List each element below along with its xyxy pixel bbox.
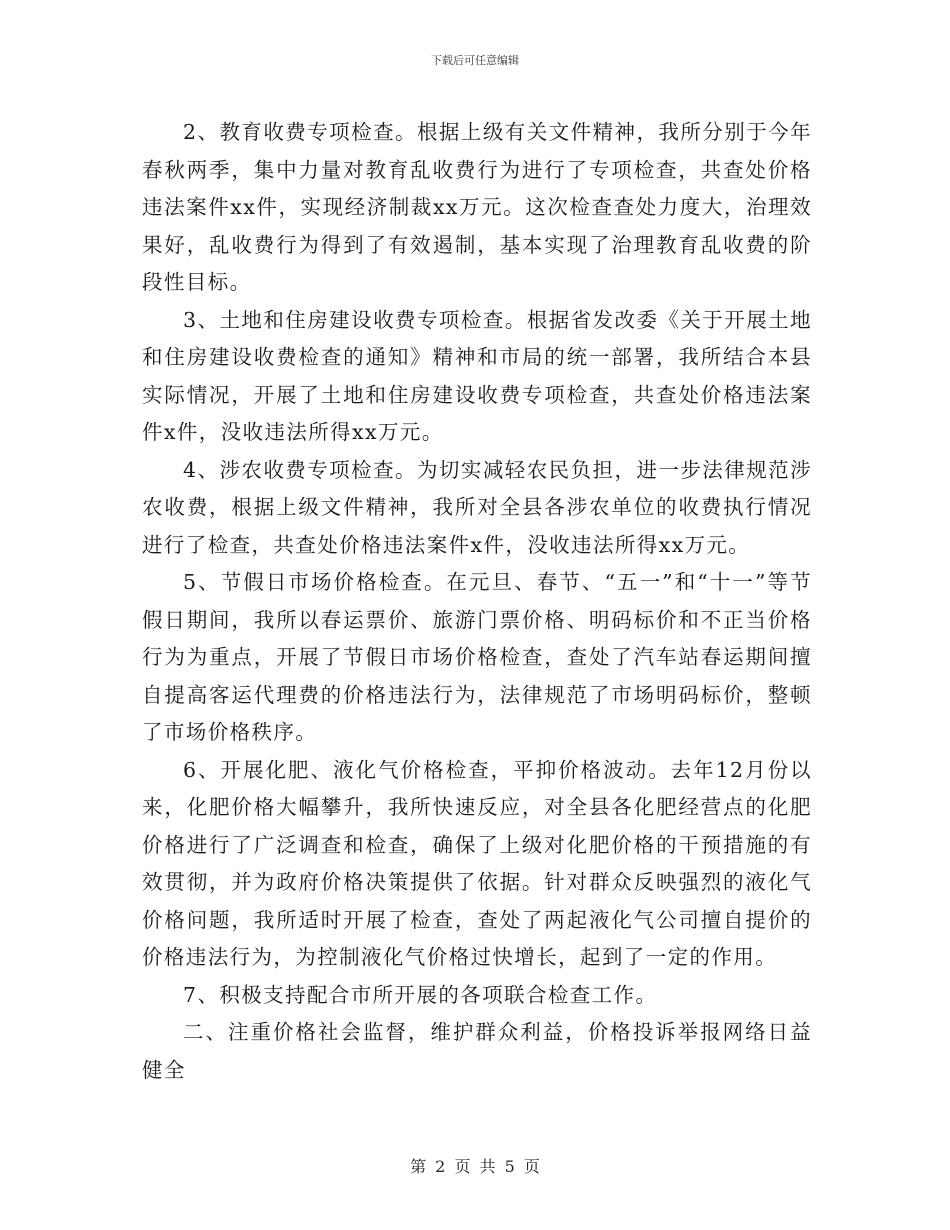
paragraph-land-housing-fees: 3、土地和住房建设收费专项检查。根据省发改委《关于开展土地和住房建设收费检查的通知》精神和市局的统一部署，我所结合本县实际情况，开展了土地和住房建设收费专项检查，共查处价格违法案件x件，没收违法所得xx万元。: [142, 307, 812, 444]
section-heading-social-supervision: 二、注重价格社会监督，维护群众利益，价格投诉举报网络日益健全: [142, 1020, 812, 1082]
paragraph-joint-inspections: 7、积极支持配合市所开展的各项联合检查工作。: [183, 982, 658, 1007]
paragraph-agricultural-fees: 4、涉农收费专项检查。为切实减轻农民负担，进一步法律规范涉农收费，根据上级文件精神，我所对全县各涉农单位的收费执行情况进行了检查，共查处价格违法案件x件，没收违法所得xx万元。: [142, 457, 812, 557]
paragraph-fertilizer-lpg-prices: 6、开展化肥、液化气价格检查，平抑价格波动。去年12月份以来，化肥价格大幅攀升，我所快速反应，对全县各化肥经营点的化肥价格进行了广泛调查和检查，确保了上级对化肥价格的干预措施的有效贯彻，并为政府价格决策提供了依据。针对群众反映强烈的液化气价格问题，我所适时开展了检查，查处了两起液化气公司擅自提价的价格违法行为，为控制液化气价格过快增长，起到了一定的作用。: [142, 757, 812, 969]
document-body: [142, 114, 812, 1089]
page-number-footer: 第 2 页 共 5 页: [410, 1157, 540, 1176]
paragraph-education-fees: 2、教育收费专项检查。根据上级有关文件精神，我所分别于今年春秋两季，集中力量对教育乱收费行为进行了专项检查，共查处价格违法案件xx件，实现经济制裁xx万元。这次检查查处力度大，治理效果好，乱收费行为得到了有效遏制，基本实现了治理教育乱收费的阶段性目标。: [142, 120, 812, 294]
paragraph-holiday-market-prices: 5、节假日市场价格检查。在元旦、春节、“五一”和“十一”等节假日期间，我所以春运票价、旅游门票价格、明码标价和不正当价格行为为重点，开展了节假日市场价格检查，查处了汽车站春运期间擅自提高客运代理费的价格违法行为，法律规范了市场明码标价，整顿了市场价格秩序。: [142, 570, 812, 744]
page-header: 下载后可任意编辑: [431, 54, 519, 67]
